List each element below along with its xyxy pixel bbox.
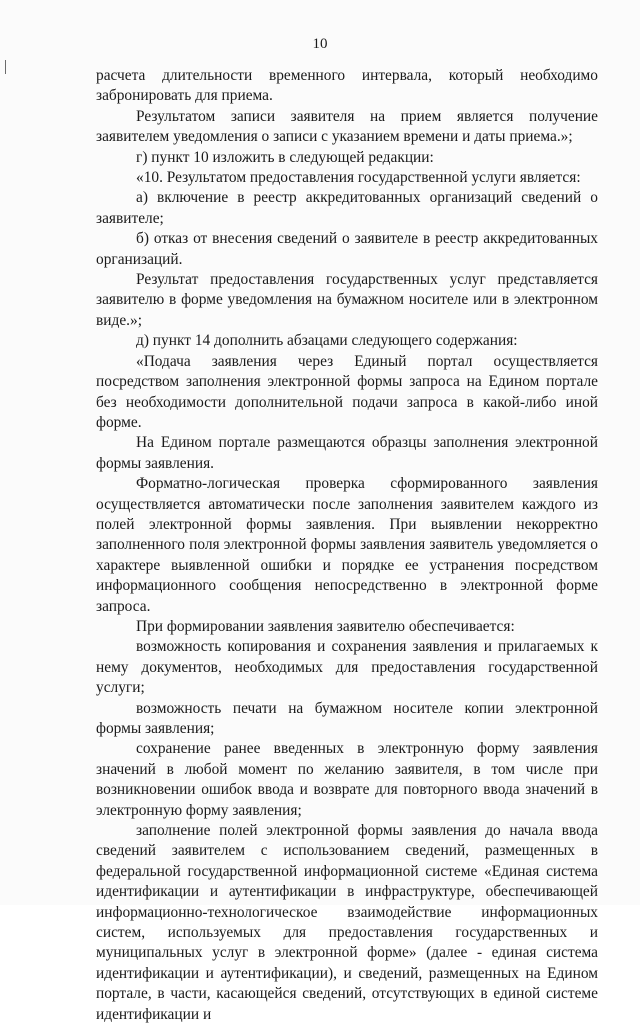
- paragraph: Результатом записи заявителя на прием является получение заявителем уведомления о записи с указанием времени и даты приема.»;: [96, 107, 598, 146]
- paragraph: При формировании заявления заявителю обеспечивается:: [136, 617, 515, 635]
- paragraph: а) включение в реестр аккредитованных организаций сведений о заявителе;: [96, 189, 598, 227]
- margin-mark: [5, 60, 6, 74]
- paragraph: возможность копирования и сохранения заявления и прилагаемых к нему документов, необходимых для предоставления государственной услуги;: [96, 638, 598, 697]
- paragraph: г) пункт 10 изложить в следующей редакции:: [136, 148, 434, 166]
- paragraph: «Подача заявления через Единый портал осуществляется посредством заполнения электронной формы запроса на Едином портале без необходимости дополнительной подачи запроса в какой-либо иной форме.: [96, 352, 598, 431]
- paragraph: д) пункт 14 дополнить абзацами следующего содержания:: [136, 332, 518, 350]
- paragraph: «10. Результатом предоставления государственной услуги является:: [136, 169, 581, 187]
- paragraph: Форматно-логическая проверка сформированного заявления осуществляется автоматически после заполнения заявителем каждого из полей электронной формы заявления. При выявлении некорректно заполненного поля электронной формы заявления заявитель уведомляется о характере выявленной ошибки и порядке ее устранения посредством информационного сообщения непосредственно в электронной форме запроса.: [96, 475, 598, 615]
- page-number: 10: [312, 36, 328, 52]
- paragraph: б) отказ от внесения сведений о заявителе в реестр аккредитованных организаций.: [96, 230, 598, 268]
- paragraph-continuation: расчета длительности временного интервала, который необходимо забронировать для приема.: [96, 67, 598, 105]
- paragraph: заполнение полей электронной формы заявления до начала ввода сведений заявителем с использованием сведений, размещенных в федеральной государственной информационной системе «Единая система идентификации и аутентификации в инфраструктуре, обеспечивающей информационно-технологическое взаимодействие информационных систем, используемых для предоставления государственных и муниципальных услуг в электронной форме» (далее - единая система идентификации и аутентификации), и сведений, размещенных на Едином портале, в части, касающейся сведений, отсутствующих в единой системе идентификации и: [96, 822, 598, 1023]
- paragraph: На Едином портале размещаются образцы заполнения электронной формы заявления.: [96, 434, 598, 472]
- document-body: [96, 66, 598, 1025]
- paragraph: сохранение ранее введенных в электронную форму заявления значений в любой момент по желанию заявителя, в том числе при возникновении ошибок ввода и возврате для повторного ввода значений в электронную форму заявления;: [96, 740, 598, 819]
- paragraph: возможность печати на бумажном носителе копии электронной формы заявления;: [96, 699, 598, 737]
- paragraph: Результат предоставления государственных услуг представляется заявителю в форме уведомления на бумажном носителе или в электронном виде.»;: [96, 271, 598, 329]
